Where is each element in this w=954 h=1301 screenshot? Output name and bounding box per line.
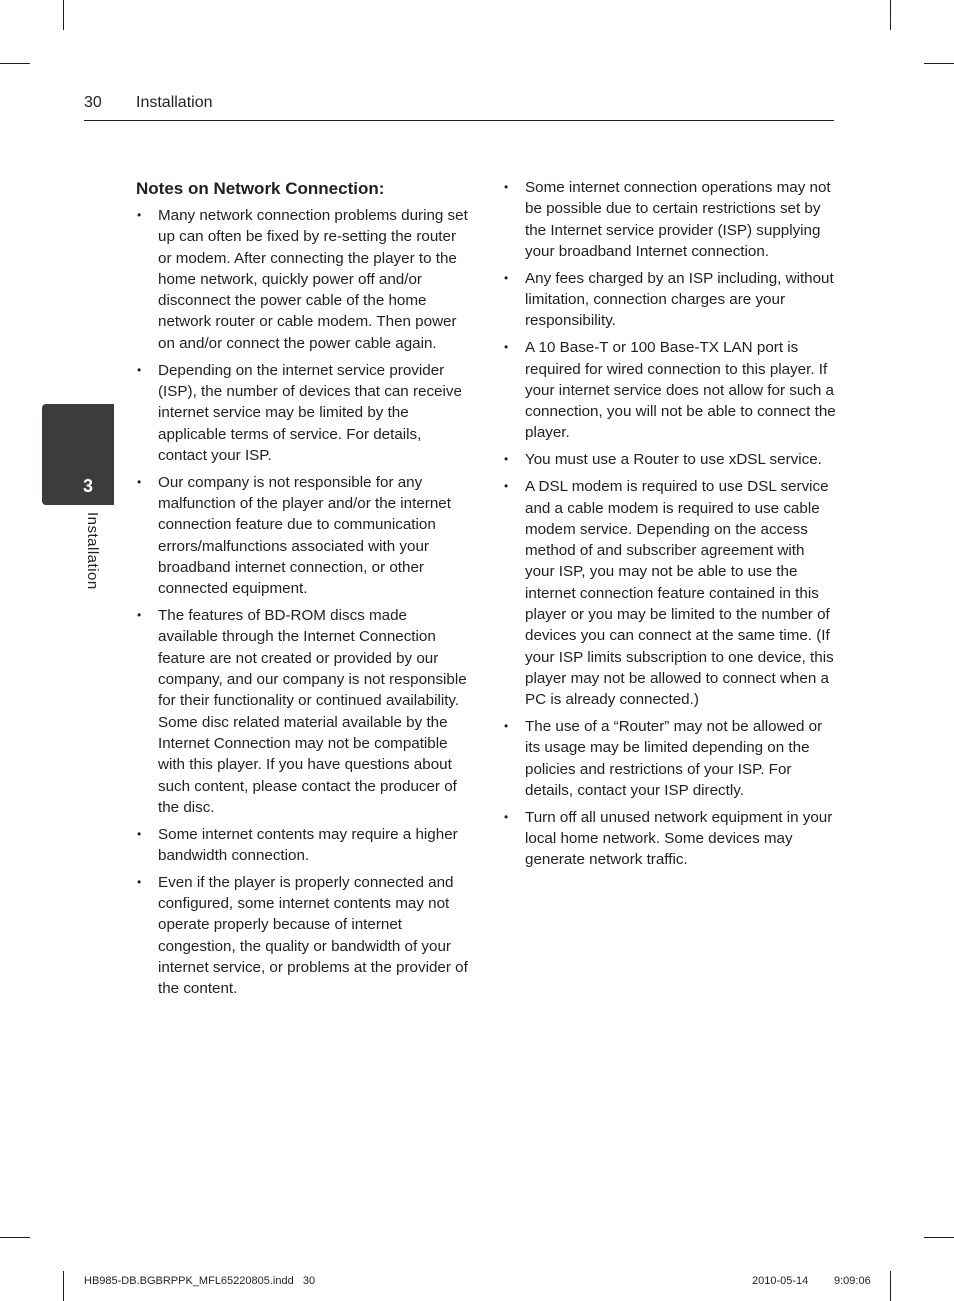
crop-mark-bottom-right-v — [890, 1271, 891, 1301]
list-item-text: A 10 Base-T or 100 Base-TX LAN port is required for wired connection to this player. If your internet service does not allow for such a connection, you will not be able to connect the player. — [525, 339, 836, 442]
list-item — [503, 337, 837, 443]
footer-date: 2010-05-14 — [752, 1275, 809, 1287]
list-item-text: Some internet contents may require a higher bandwidth connection. — [158, 825, 458, 864]
list-item — [136, 205, 470, 354]
bullet-icon: • — [137, 608, 142, 623]
crop-mark-top-left-v — [63, 0, 64, 30]
bullet-icon: • — [504, 479, 509, 494]
bullet-icon: • — [504, 719, 509, 734]
list-item — [136, 872, 470, 1000]
bullet-icon: • — [504, 270, 509, 285]
left-notes-list — [136, 205, 470, 1000]
chapter-number: 3 — [83, 476, 94, 496]
crop-mark-bottom-left-v — [63, 1271, 64, 1301]
list-item-text: Many network connection problems during set up can often be fixed by re-setting the router or modem. After connecting the player to the home network, quickly power off and/or disconnect the power cable of the home network router or cable modem. Then power on and/or connect the power cable again. — [158, 207, 468, 352]
crop-mark-top-right-h — [924, 63, 954, 64]
list-item-text: Turn off all unused network equipment in your local home network. Some devices may generate network traffic. — [525, 808, 833, 869]
bullet-icon: • — [504, 452, 509, 467]
list-item — [503, 716, 837, 801]
page-header — [84, 94, 834, 121]
list-item-text: The features of BD-ROM discs made available through the Internet Connection feature are not created or provided by our company, and our company is not responsible for their functionality or continued availability. Some disc related material available by the Internet Connection may not be compatible with this player. If you have questions about such content, please contact the producer of the disc. — [158, 607, 467, 816]
footer-filename: HB985-DB.BGBRPPK_MFL65220805.indd 30 — [84, 1275, 316, 1287]
list-item — [503, 476, 837, 710]
bullet-icon: • — [504, 180, 509, 194]
crop-mark-top-right-v — [890, 0, 891, 30]
list-item — [503, 268, 837, 332]
list-item-text: Some internet connection operations may not be possible due to certain restrictions set by the Internet service provider (ISP) supplying your broadband Internet connection. — [525, 179, 831, 260]
chapter-tab — [42, 404, 114, 505]
list-item-text: Any fees charged by an ISP including, without limitation, connection charges are your responsibility. — [525, 269, 834, 330]
list-item-text: You must use a Router to use xDSL service. — [525, 451, 822, 469]
bullet-icon: • — [137, 208, 142, 222]
right-notes-list — [503, 177, 837, 871]
list-item-text: Depending on the internet service provider (ISP), the number of devices that can receive internet service may be limited by the applicable terms of service. For details, contact your ISP. — [158, 361, 462, 464]
crop-mark-top-left-h — [0, 63, 30, 64]
list-item — [136, 605, 470, 818]
list-item-text: Even if the player is properly connected and configured, some internet contents may not operate properly because of internet congestion, the quality or bandwidth of your internet service, or problems at the provider of the content. — [158, 873, 468, 998]
bullet-icon: • — [504, 809, 509, 824]
bullet-icon: • — [137, 874, 142, 889]
crop-mark-bottom-right-h — [924, 1237, 954, 1238]
list-item — [503, 807, 837, 871]
list-item-text: Our company is not responsible for any malfunction of the player and/or the internet connection feature due to communication errors/malfunctions associated with your broadband internet connection, or other connected equipment. — [158, 473, 451, 598]
list-item — [136, 472, 470, 600]
bullet-icon: • — [137, 826, 142, 841]
footer-time: 9:09:06 — [834, 1275, 871, 1287]
left-column — [136, 177, 470, 1005]
list-item — [136, 824, 470, 867]
list-item — [136, 360, 470, 466]
crop-mark-bottom-left-h — [0, 1237, 30, 1238]
list-item — [503, 449, 837, 470]
list-item — [503, 177, 837, 262]
list-item-text: The use of a “Router” may not be allowed or its usage may be limited depending on the policies and restrictions of your ISP. For details, contact your ISP directly. — [525, 718, 823, 799]
header-title: Installation — [136, 94, 213, 111]
chapter-side-label: Installation — [84, 512, 101, 590]
bullet-icon: • — [137, 362, 142, 377]
page-number: 30 — [84, 94, 102, 111]
right-column — [503, 177, 837, 876]
list-item-text: A DSL modem is required to use DSL service and a cable modem is required to use cable modem service. Depending on the access method of and subscriber agreement with your ISP, you may not be able to use the internet connection feature contained in this player or you may be limited to the number of devices you can connect at the same time. (If your ISP limits subscription to one device, this player may not be allowed to connect when a PC is already connected.) — [525, 478, 834, 709]
section-heading: Notes on Network Connection: — [136, 179, 385, 198]
bullet-icon: • — [137, 474, 142, 489]
bullet-icon: • — [504, 340, 509, 355]
